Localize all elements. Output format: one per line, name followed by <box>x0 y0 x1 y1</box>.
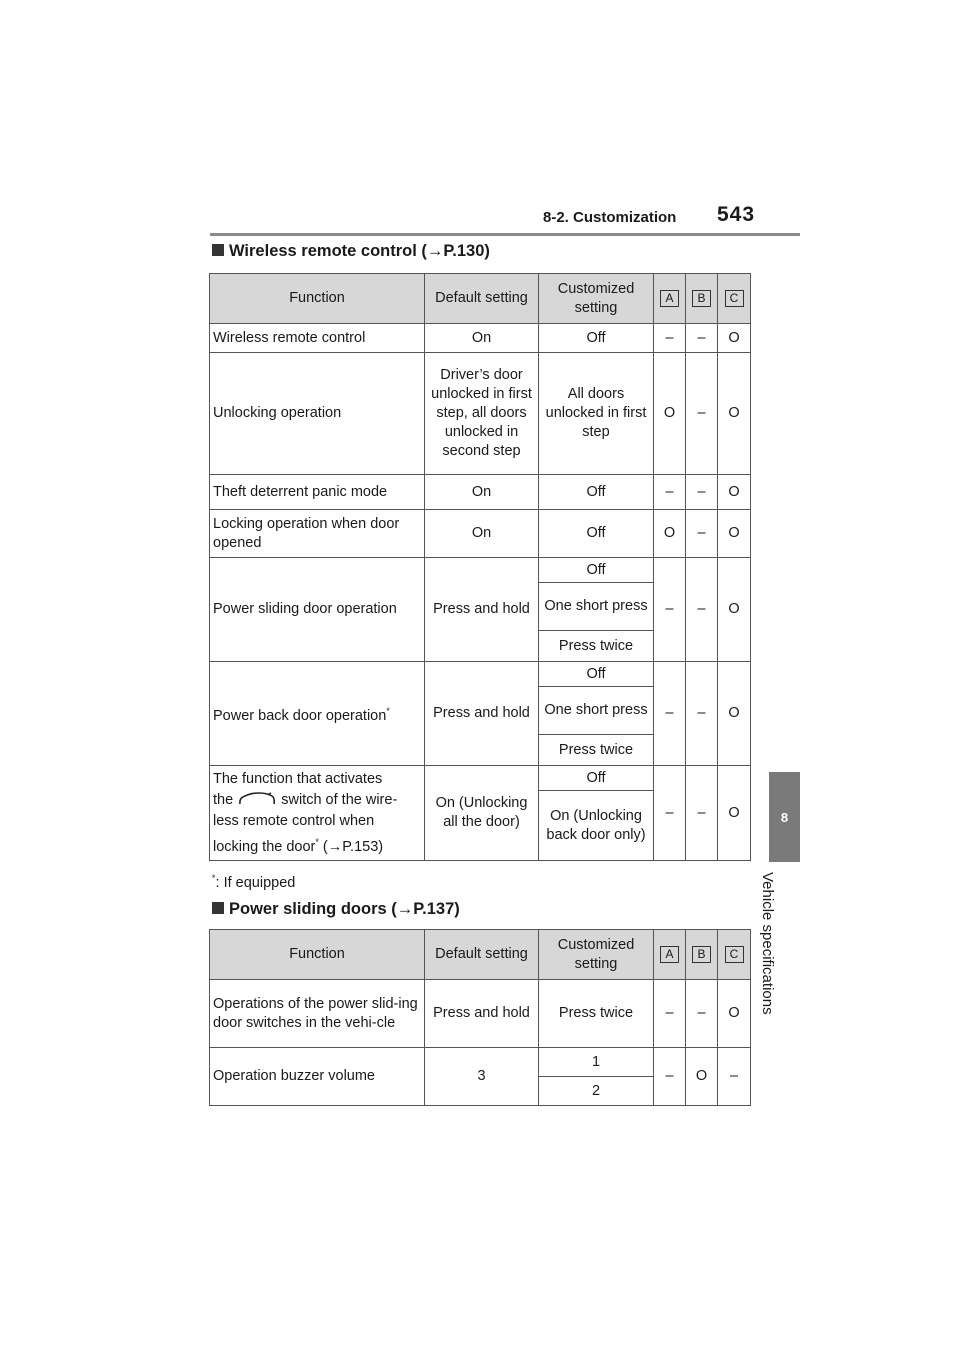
section-title-sliding-doors: Power sliding doors (→P.137) <box>212 900 460 919</box>
col-b-box: B <box>692 290 711 307</box>
table-row: Power back door operation* Press and hold Off – – O <box>210 662 751 687</box>
table-subrow: One short press <box>210 583 751 631</box>
table-subrow: 2 <box>210 1077 751 1106</box>
table-header-row <box>210 274 751 324</box>
page-ref-link[interactable]: (→P.153) <box>322 838 384 855</box>
chapter-number: 8 <box>780 809 789 825</box>
chapter-side-label: Vehicle specifications <box>759 872 776 1015</box>
col-default: Default setting <box>425 930 539 980</box>
footnote: *: If equipped <box>212 873 296 891</box>
power-sliding-doors-table <box>209 929 751 1106</box>
table-row: Power sliding door operation Press and hold Off – – O <box>210 558 751 583</box>
section-heading: 8-2. Customization <box>543 209 677 226</box>
arrow-icon: → <box>396 900 414 918</box>
table-row: Locking operation when door opened On Off O – O <box>210 510 751 558</box>
col-default: Default setting <box>425 274 539 324</box>
table-row: Operations of the power slid-ing door switches in the vehi-cle Press and hold Press twice – – O <box>210 980 751 1048</box>
table-subrow: Press twice <box>210 631 751 662</box>
table-row: Theft deterrent panic mode On Off – – O <box>210 475 751 510</box>
chapter-tab[interactable] <box>769 772 800 862</box>
wireless-remote-table <box>209 273 751 861</box>
square-bullet-icon <box>212 244 224 256</box>
col-customized: Customized setting <box>539 930 654 980</box>
table-row: The function that activates the switch of the wire-less remote control when locking the door* (→P.153) On (Unlocking all the door) Off – – O <box>210 766 751 791</box>
arrow-icon: → <box>426 242 444 260</box>
table-row: Operation buzzer volume 3 1 – O – <box>210 1048 751 1077</box>
page-number: 543 <box>717 203 756 226</box>
back-door-switch-icon <box>237 792 277 806</box>
col-function: Function <box>210 930 425 980</box>
col-a-box: A <box>660 290 679 307</box>
table-header-row <box>210 930 751 980</box>
col-c-box: C <box>725 946 744 963</box>
table-subrow: One short press <box>210 687 751 735</box>
footnote-marker: * <box>315 836 319 847</box>
col-function: Function <box>210 274 425 324</box>
col-a-box: A <box>660 946 679 963</box>
table-row: Unlocking operation Driver’s door unlocked in first step, all doors unlocked in second step All doors unlocked in first step O – O <box>210 353 751 475</box>
col-b-box: B <box>692 946 711 963</box>
table-row: Wireless remote control On Off – – O <box>210 324 751 353</box>
section-title-wireless: Wireless remote control (→P.130) <box>212 242 490 261</box>
page-ref-link[interactable]: P.130) <box>443 242 490 260</box>
footnote-marker: * <box>386 705 390 716</box>
col-c-box: C <box>725 290 744 307</box>
table-subrow: On (Unlocking back door only) <box>210 791 751 861</box>
header-divider <box>210 233 800 236</box>
square-bullet-icon <box>212 902 224 914</box>
table-subrow: Press twice <box>210 735 751 766</box>
col-customized: Customized setting <box>539 274 654 324</box>
page-ref-link[interactable]: P.137) <box>413 900 460 918</box>
